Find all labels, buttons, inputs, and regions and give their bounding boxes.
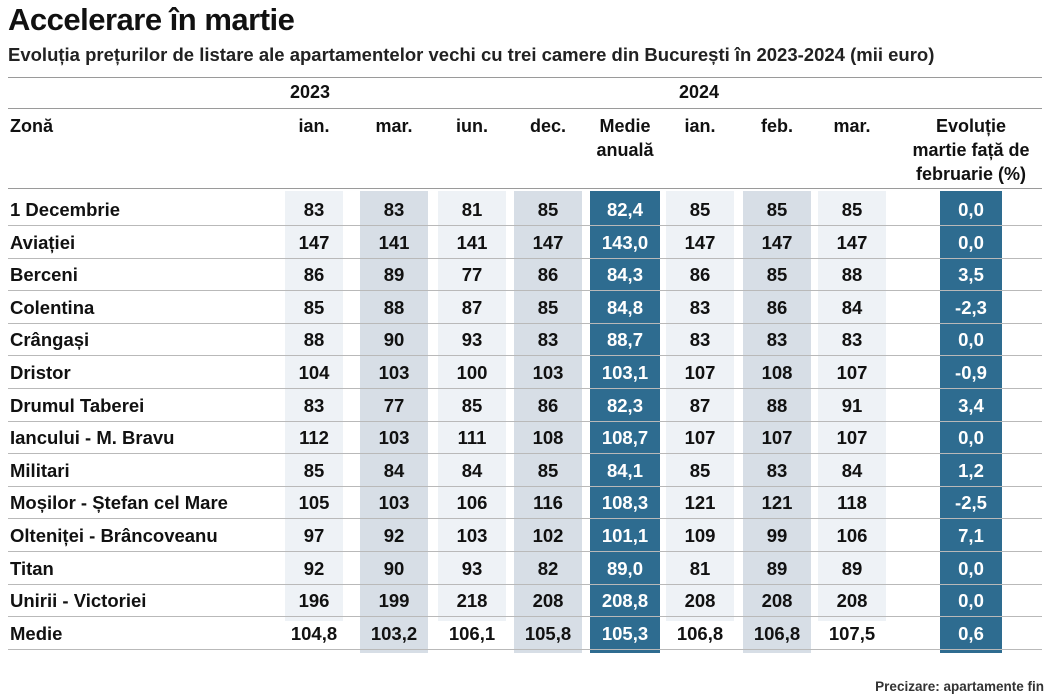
cell-evol: 0,0 (958, 231, 984, 253)
cell-mar24: 85 (841, 199, 863, 220)
header-medie-anuala (582, 114, 668, 162)
cell-dec23: 105,8 (524, 622, 572, 644)
cell-dec23: 116 (533, 492, 563, 514)
cell-feb24: 106,8 (753, 622, 801, 644)
cell-medie: 84,8 (606, 296, 643, 318)
cell-iun23: 100 (456, 362, 488, 383)
cell-evol: 0,0 (958, 329, 984, 351)
cell-ian24: 107 (684, 427, 716, 449)
cell-mar23: 90 (383, 329, 405, 351)
cell-ian24: 81 (689, 557, 711, 579)
table-row (0, 487, 1050, 519)
table-row (0, 553, 1050, 585)
header-iun-2023: iun. (456, 116, 488, 136)
cell-ian24: 85 (689, 199, 711, 220)
header-mar-2024: mar. (833, 116, 871, 136)
table-row (0, 259, 1050, 291)
header-rule-top (8, 77, 1042, 78)
cell-medie: 101,1 (601, 525, 649, 546)
cell-mar24: 91 (841, 394, 863, 416)
cell-iun23: 103 (456, 525, 488, 546)
cell-ian23: 85 (303, 296, 325, 318)
cell-medie: 143,0 (601, 231, 649, 253)
cell-ian23: 92 (303, 557, 325, 579)
cell-ian24: 83 (689, 329, 711, 351)
cell-ian24: 147 (684, 231, 716, 253)
cell-iun23: 111 (457, 427, 487, 449)
cell-ian24: 107 (684, 362, 716, 383)
cell-ian23: 104,8 (290, 622, 338, 644)
header-evolutie-line1: Evoluție (935, 116, 1006, 136)
cell-evol: 3,5 (958, 264, 984, 286)
cell-evol: -2,5 (955, 492, 987, 514)
cell-evol: 0,0 (958, 199, 984, 220)
cell-medie: 108,7 (601, 427, 649, 449)
cell-evol: 0,6 (958, 622, 984, 644)
cell-feb24: 85 (766, 199, 788, 220)
cell-ian24: 87 (689, 394, 711, 416)
cell-mar23: 199 (378, 590, 410, 612)
cell-feb24: 83 (766, 329, 788, 351)
cell-ian23: 83 (303, 199, 325, 220)
cell-ian23: 147 (298, 231, 330, 253)
cell-zone: Olteniței - Brâncoveanu (10, 525, 218, 546)
header-ian-2023: ian. (298, 116, 330, 136)
cell-ian24: 86 (689, 264, 711, 286)
table-row (0, 585, 1050, 617)
cell-zone: 1 Decembrie (10, 199, 121, 220)
header-zone: Zonă (10, 116, 53, 136)
cell-zone: Iancului - M. Bravu (10, 427, 175, 449)
cell-feb24: 208 (761, 590, 793, 612)
table-row (0, 292, 1050, 324)
cell-feb24: 99 (766, 525, 788, 546)
cell-mar23: 84 (383, 459, 405, 481)
cell-mar24: 107 (836, 362, 868, 383)
cell-zone: Unirii - Victoriei (10, 590, 147, 612)
cell-zone: Crângași (10, 329, 90, 351)
cell-dec23: 83 (537, 329, 559, 351)
cell-mar24: 83 (841, 329, 863, 351)
cell-ian23: 83 (303, 394, 325, 416)
header-rule-bottom (8, 188, 1042, 189)
cell-zone: Titan (10, 557, 54, 579)
cell-iun23: 85 (461, 394, 483, 416)
cell-mar23: 92 (383, 525, 405, 546)
page-subtitle: Evoluția prețurilor de listare ale apartamentelor vechi cu trei camere din București în 2023-2024 (mii euro) (8, 44, 935, 65)
cell-medie: 105,3 (601, 622, 649, 644)
cell-feb24: 121 (761, 492, 793, 514)
cell-ian23: 196 (298, 590, 330, 612)
cell-ian23: 88 (303, 329, 325, 351)
cell-ian24: 85 (689, 459, 711, 481)
table-row (0, 618, 1050, 650)
cell-iun23: 141 (456, 231, 488, 253)
cell-mar24: 88 (841, 264, 863, 286)
cell-ian23: 97 (303, 525, 325, 546)
header-evolutie-line2: martie față de (912, 140, 1030, 160)
cell-iun23: 218 (456, 590, 488, 612)
cell-ian24: 109 (684, 525, 716, 546)
table-row (0, 455, 1050, 487)
cell-dec23: 108 (532, 427, 564, 449)
cell-zone: Militari (10, 459, 70, 481)
cell-feb24: 147 (761, 231, 793, 253)
cell-ian23: 112 (299, 427, 329, 449)
cell-dec23: 86 (537, 394, 559, 416)
header-medie-line2: anuală (596, 140, 654, 160)
cell-ian24: 121 (684, 492, 716, 514)
page-title: Accelerare în martie (8, 2, 295, 37)
cell-dec23: 85 (537, 459, 559, 481)
cell-medie: 89,0 (606, 557, 643, 579)
cell-zone: Aviației (10, 231, 76, 253)
cell-dec23: 103 (532, 362, 564, 383)
cell-iun23: 77 (461, 264, 483, 286)
cell-feb24: 86 (766, 296, 788, 318)
header-evolutie (882, 114, 1050, 186)
cell-evol: 3,4 (958, 394, 984, 416)
cell-mar24: 106 (836, 525, 868, 546)
cell-feb24: 88 (766, 394, 788, 416)
cell-dec23: 86 (537, 264, 559, 286)
cell-evol: 0,0 (958, 557, 984, 579)
cell-evol: 1,2 (958, 459, 984, 481)
cell-dec23: 85 (537, 199, 559, 220)
cell-dec23: 147 (532, 231, 564, 253)
cell-ian23: 86 (303, 264, 325, 286)
cell-dec23: 82 (537, 557, 559, 579)
table-row (0, 194, 1050, 226)
cell-mar23: 103 (378, 492, 410, 514)
header-evolutie-line3: februarie (%) (915, 164, 1027, 184)
cell-mar23: 103,2 (370, 622, 418, 644)
cell-zone: Berceni (10, 264, 78, 286)
header-feb-2024: feb. (760, 116, 793, 136)
cell-mar24: 84 (841, 296, 863, 318)
cell-evol: -0,9 (955, 362, 987, 383)
cell-mar24: 89 (841, 557, 863, 579)
cell-zone: Drumul Taberei (10, 394, 145, 416)
cell-dec23: 102 (532, 525, 564, 546)
cell-mar24: 118 (837, 492, 867, 514)
cell-iun23: 84 (461, 459, 483, 481)
cell-mar23: 88 (383, 296, 405, 318)
year-label-2024: 2024 (679, 82, 720, 102)
cell-medie: 82,3 (606, 394, 643, 416)
cell-ian23: 85 (303, 459, 325, 481)
cell-feb24: 83 (766, 459, 788, 481)
cell-zone: Dristor (10, 362, 71, 383)
cell-iun23: 106 (456, 492, 488, 514)
cell-mar23: 83 (383, 199, 405, 220)
cell-dec23: 208 (532, 590, 564, 612)
cell-mar23: 90 (383, 557, 405, 579)
cell-ian23: 105 (298, 492, 330, 514)
cell-ian24: 106,8 (676, 622, 724, 644)
cell-iun23: 93 (461, 557, 483, 579)
year-label-2023: 2023 (290, 82, 331, 102)
table-row (0, 520, 1050, 552)
cell-feb24: 89 (766, 557, 788, 579)
header-mar-2023: mar. (375, 116, 413, 136)
cell-zone: Colentina (10, 296, 95, 318)
cell-feb24: 85 (766, 264, 788, 286)
cell-mar24: 84 (841, 459, 863, 481)
cell-mar24: 208 (836, 590, 868, 612)
cell-medie: 82,4 (606, 199, 643, 220)
cell-dec23: 85 (537, 296, 559, 318)
header-ian-2024: ian. (684, 116, 716, 136)
cell-mar23: 103 (378, 427, 410, 449)
cell-zone: Moșilor - Ștefan cel Mare (10, 492, 228, 514)
cell-mar23: 141 (378, 231, 410, 253)
header-rule-years (8, 108, 1042, 109)
table-row (0, 227, 1050, 259)
cell-iun23: 81 (461, 199, 483, 220)
cell-medie: 88,7 (606, 329, 643, 351)
header-medie-line1: Medie (599, 116, 651, 136)
table-row (0, 357, 1050, 389)
footnote: Precizare: apartamente fin (875, 679, 1044, 694)
cell-medie: 208,8 (601, 590, 649, 612)
cell-iun23: 93 (461, 329, 483, 351)
cell-mar23: 77 (383, 394, 405, 416)
cell-iun23: 106,1 (448, 622, 496, 644)
table-row (0, 422, 1050, 454)
cell-zone: Medie (10, 622, 63, 644)
cell-iun23: 87 (461, 296, 483, 318)
cell-mar23: 103 (378, 362, 410, 383)
cell-mar23: 89 (383, 264, 405, 286)
cell-evol: 0,0 (958, 427, 984, 449)
cell-ian24: 208 (684, 590, 716, 612)
cell-ian23: 104 (298, 362, 330, 383)
cell-medie: 84,3 (606, 264, 643, 286)
cell-ian24: 83 (689, 296, 711, 318)
table-row (0, 324, 1050, 356)
cell-feb24: 108 (761, 362, 793, 383)
cell-medie: 108,3 (601, 492, 649, 514)
cell-evol: 7,1 (958, 525, 984, 546)
cell-medie: 103,1 (601, 362, 649, 383)
cell-medie: 84,1 (606, 459, 643, 481)
cell-evol: 0,0 (958, 590, 984, 612)
row-separator (8, 649, 1042, 650)
header-dec-2023: dec. (529, 116, 567, 136)
cell-mar24: 107,5 (828, 622, 876, 644)
cell-feb24: 107 (761, 427, 793, 449)
table-row (0, 390, 1050, 422)
cell-mar24: 147 (836, 231, 868, 253)
cell-evol: -2,3 (955, 296, 987, 318)
cell-mar24: 107 (836, 427, 868, 449)
